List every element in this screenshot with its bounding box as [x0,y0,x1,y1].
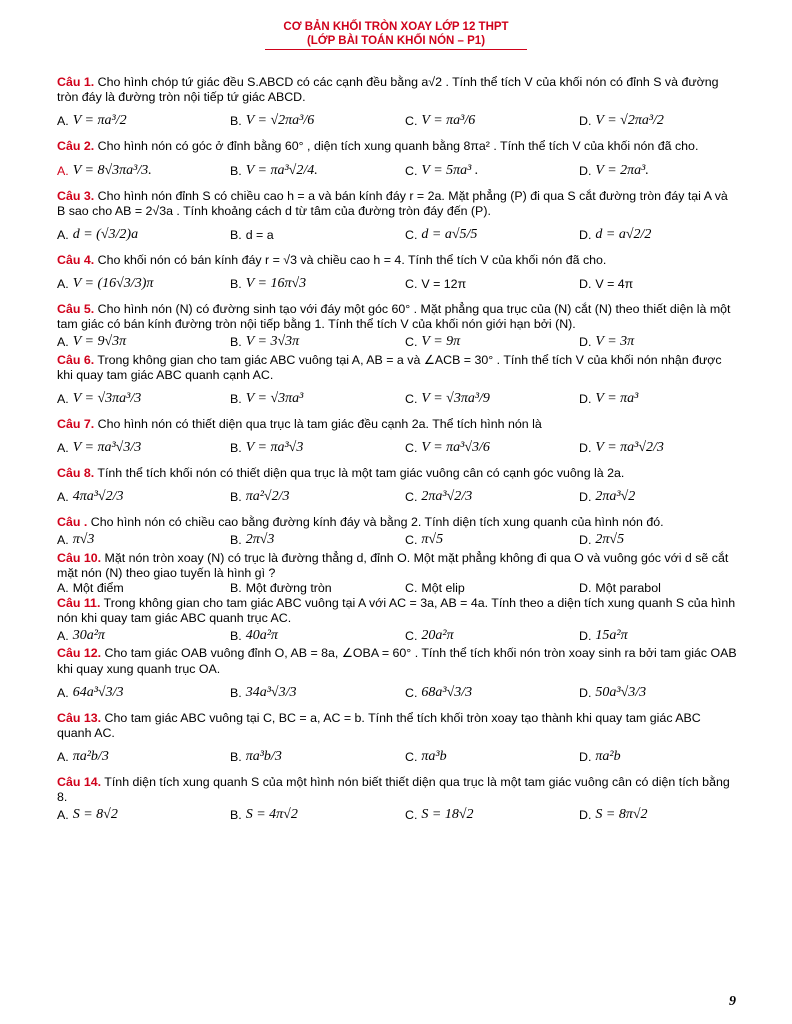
option-c[interactable]: C. V = 9π [405,334,461,350]
question-label: Câu 5. [57,302,95,317]
page-header [0,20,792,50]
option-a[interactable]: A. V = πa³√3/3 [57,440,142,456]
option-a[interactable]: A. V = √3πa³/3 [57,391,142,407]
question-text [57,775,737,805]
question-body: Tính thể tích khối nón có thiết diện qua trục là một tam giác vuông cân có cạnh góc vuông là 2a. [97,466,625,481]
question-label: Câu 2. [57,139,95,154]
header-subtitle: (LỚP BÀI TOÁN KHỐI NÓN – P1) [306,35,486,47]
option-b[interactable]: B. V = √3πa³ [230,391,304,407]
question-body: Trong không gian cho tam giác ABC vuông tại A với AC = 3a, AB = 4a. Tính theo a diện tích xung quanh S của hình nón khi quay tam giác ABC quanh trục AC. [57,596,736,626]
option-b[interactable]: B. V = √2πa³/6 [230,113,315,129]
option-c[interactable]: C. 2πa³√2/3 [405,489,473,505]
answer-options [57,581,737,595]
question-list [57,75,737,826]
option-a[interactable]: A. Một điểm [57,581,124,596]
question-label: Câu 10. [57,550,102,565]
question-body: Cho hình nón có chiều cao bằng đường kính đáy và bằng 2. Tính diện tích xung quanh của hình nón đó. [90,515,664,530]
question-label: Câu 7. [57,417,95,432]
question-label: Câu 14. [57,775,102,790]
question-text [57,711,737,741]
question-label: Câu 8. [57,466,95,481]
question-label: Câu . [57,515,88,530]
option-d[interactable]: D. πa²b [579,749,621,765]
option-d[interactable]: D. S = 8π√2 [579,807,648,823]
option-b[interactable]: B. πa²√2/3 [230,489,290,505]
option-a[interactable]: A. V = 8√3πa³/3. [57,162,152,178]
option-a[interactable]: A. d = (√3/2)a [57,227,139,243]
question-body: Cho khối nón có bán kính đáy r = √3 và chiều cao h = 4. Tính thể tích V của khối nón đã cho. [97,253,607,268]
option-b[interactable]: B. V = πa³√2/4. [230,162,318,178]
option-d[interactable]: D. 2π√5 [579,532,625,548]
answer-options [57,384,737,414]
option-d[interactable]: D. V = πa³ [579,391,639,407]
answer-options [57,742,737,772]
option-d[interactable]: D. V = 2πa³. [579,162,649,178]
option-c[interactable]: C. 68a³√3/3 [405,684,473,700]
question-label: Câu 12. [57,646,102,661]
question-label: Câu 1. [57,75,95,89]
question-body: Cho tam giác OAB vuông đỉnh O, AB = 8a, ∠OBA = 60° . Tính thể tích khối nón tròn xoay sinh ra bởi tam giác OAB khi quay xung quanh trục OA. [57,646,737,676]
question-text [57,302,737,332]
option-d[interactable]: D. 2πa³√2 [579,489,636,505]
question-body: Cho tam giác ABC vuông tại C, BC = a, AC = b. Tính thể tích khối tròn xoay tạo thành khi quay tam giác ABC quanh AC. [57,710,701,741]
option-b[interactable]: B. V = 3√3π [230,334,300,350]
option-c[interactable]: C. d = a√5/5 [405,227,478,243]
question-text [57,353,737,383]
answer-options [57,627,737,644]
question-body: Tính diện tích xung quanh S của một hình nón biết thiết diện qua trục là một tam giác vuông cân có diện tích bằng 8. [57,775,730,805]
option-a[interactable]: A. S = 8√2 [57,807,118,823]
option-c[interactable]: C. πa³b [405,749,447,765]
option-a[interactable]: A. V = πa³/2 [57,113,127,129]
option-d[interactable]: D. Một parabol [579,581,661,596]
question-body: Cho hình nón (N) có đường sinh tạo với đáy một góc 60° . Mặt phẳng qua trục của (N) cắt (N) theo thiết diện là một tam giác có bán kính đường tròn nội tiếp bằng 1. Tính thể tích V của khối nón giới hạn bởi (N). [57,302,731,332]
option-a[interactable]: A. V = (16√3/3)π [57,276,154,292]
option-b[interactable]: B. d = a [230,228,274,243]
option-d[interactable]: D. d = a√2/2 [579,227,652,243]
option-c[interactable]: C. V = 5πa³ . [405,162,479,178]
answer-options [57,156,737,186]
question-text [57,551,737,581]
option-a[interactable]: A. 64a³√3/3 [57,684,124,700]
option-c[interactable]: C. V = √3πa³/9 [405,391,490,407]
option-b[interactable]: B. 2π√3 [230,532,275,548]
option-a[interactable]: A. 4πa³√2/3 [57,489,124,505]
option-d[interactable]: D. 15a²π [579,627,628,643]
question-text [57,189,737,219]
answer-options [57,269,737,299]
option-b[interactable]: B. V = 16π√3 [230,276,307,292]
option-a[interactable]: A. 30a²π [57,627,105,643]
question-text [57,75,737,105]
option-c[interactable]: C. π√5 [405,532,444,548]
question-label: Câu 6. [57,352,95,367]
option-c[interactable]: C. Một elip [405,581,465,596]
question-label: Câu 13. [57,710,102,725]
option-a[interactable]: A. π√3 [57,532,95,548]
option-b[interactable]: B. πa³b/3 [230,749,282,765]
option-d[interactable]: D. V = √2πa³/2 [579,113,664,129]
question-text [57,253,737,268]
question-body: Mặt nón tròn xoay (N) có trục là đường thẳng d, đỉnh O. Một mặt phẳng không đi qua O và vuông góc với d sẽ cắt mặt nón (N) theo giao tuyến là hình gì ? [57,550,729,580]
option-b[interactable]: B. Một đường tròn [230,581,332,596]
answer-options [57,532,737,549]
option-b[interactable]: B. 40a²π [230,627,278,643]
option-a[interactable]: A. πa²b/3 [57,749,109,765]
option-d[interactable]: D. V = πa³√2/3 [579,440,664,456]
header-title: CƠ BẢN KHỐI TRÒN XOAY LỚP 12 THPT [283,21,509,33]
answer-options [57,220,737,250]
question-body: Trong không gian cho tam giác ABC vuông tại A, AB = a và ∠ACB = 30° . Tính thể tích V của khối nón nhận được khi quay tam giác ABC quanh cạnh AC. [57,352,722,382]
option-b[interactable]: B. S = 4π√2 [230,807,298,823]
question-text [57,417,737,432]
question-body: Cho hình nón đỉnh S có chiều cao h = a và bán kính đáy r = 2a. Mặt phẳng (P) đi qua S cắt đường tròn đáy tại A và B sao cho AB = 2√3a . Tính khoảng cách d từ tâm của đường tròn đáy đến (P). [57,188,728,218]
answer-options [57,678,737,708]
question-label: Câu 11. [57,596,101,611]
option-c[interactable]: C. V = 12π [405,277,467,292]
option-b[interactable]: B. V = πa³√3 [230,440,304,456]
question-body: Cho hình chóp tứ giác đều S.ABCD có các cạnh đều bằng a√2 . Tính thể tích V của khối nón có đỉnh S và đường tròn đáy là đường tròn nội tiếp tứ giác ABCD. [57,75,719,105]
option-c[interactable]: C. 20a²π [405,627,454,643]
question-text [57,596,737,626]
option-c[interactable]: C. S = 18√2 [405,807,474,823]
question-body: Cho hình nón có thiết diện qua trục là tam giác đều cạnh 2a. Thể tích hình nón là [97,417,542,432]
answer-options [57,334,737,351]
option-d[interactable]: D. 50a³√3/3 [579,684,647,700]
answer-options [57,807,737,824]
header-underline [265,49,527,50]
option-c[interactable]: C. V = πa³/6 [405,113,476,129]
page-number: 9 [729,994,736,1009]
option-c[interactable]: C. V = πa³√3/6 [405,440,490,456]
question-body: Cho hình nón có góc ở đỉnh bằng 60° , diện tích xung quanh bằng 8πa² . Tính thể tích V của khối nón đã cho. [97,139,699,154]
option-d[interactable]: D. V = 3π [579,334,635,350]
answer-options [57,433,737,463]
option-d[interactable]: D. V = 4π [579,277,634,292]
option-a[interactable]: A. V = 9√3π [57,334,127,350]
question-text [57,466,737,481]
answer-options [57,106,737,136]
answer-options [57,482,737,512]
question-text [57,515,737,530]
question-label: Câu 3. [57,188,95,203]
question-text [57,646,737,676]
question-text [57,139,737,154]
option-b[interactable]: B. 34a³√3/3 [230,684,297,700]
question-label: Câu 4. [57,253,95,268]
